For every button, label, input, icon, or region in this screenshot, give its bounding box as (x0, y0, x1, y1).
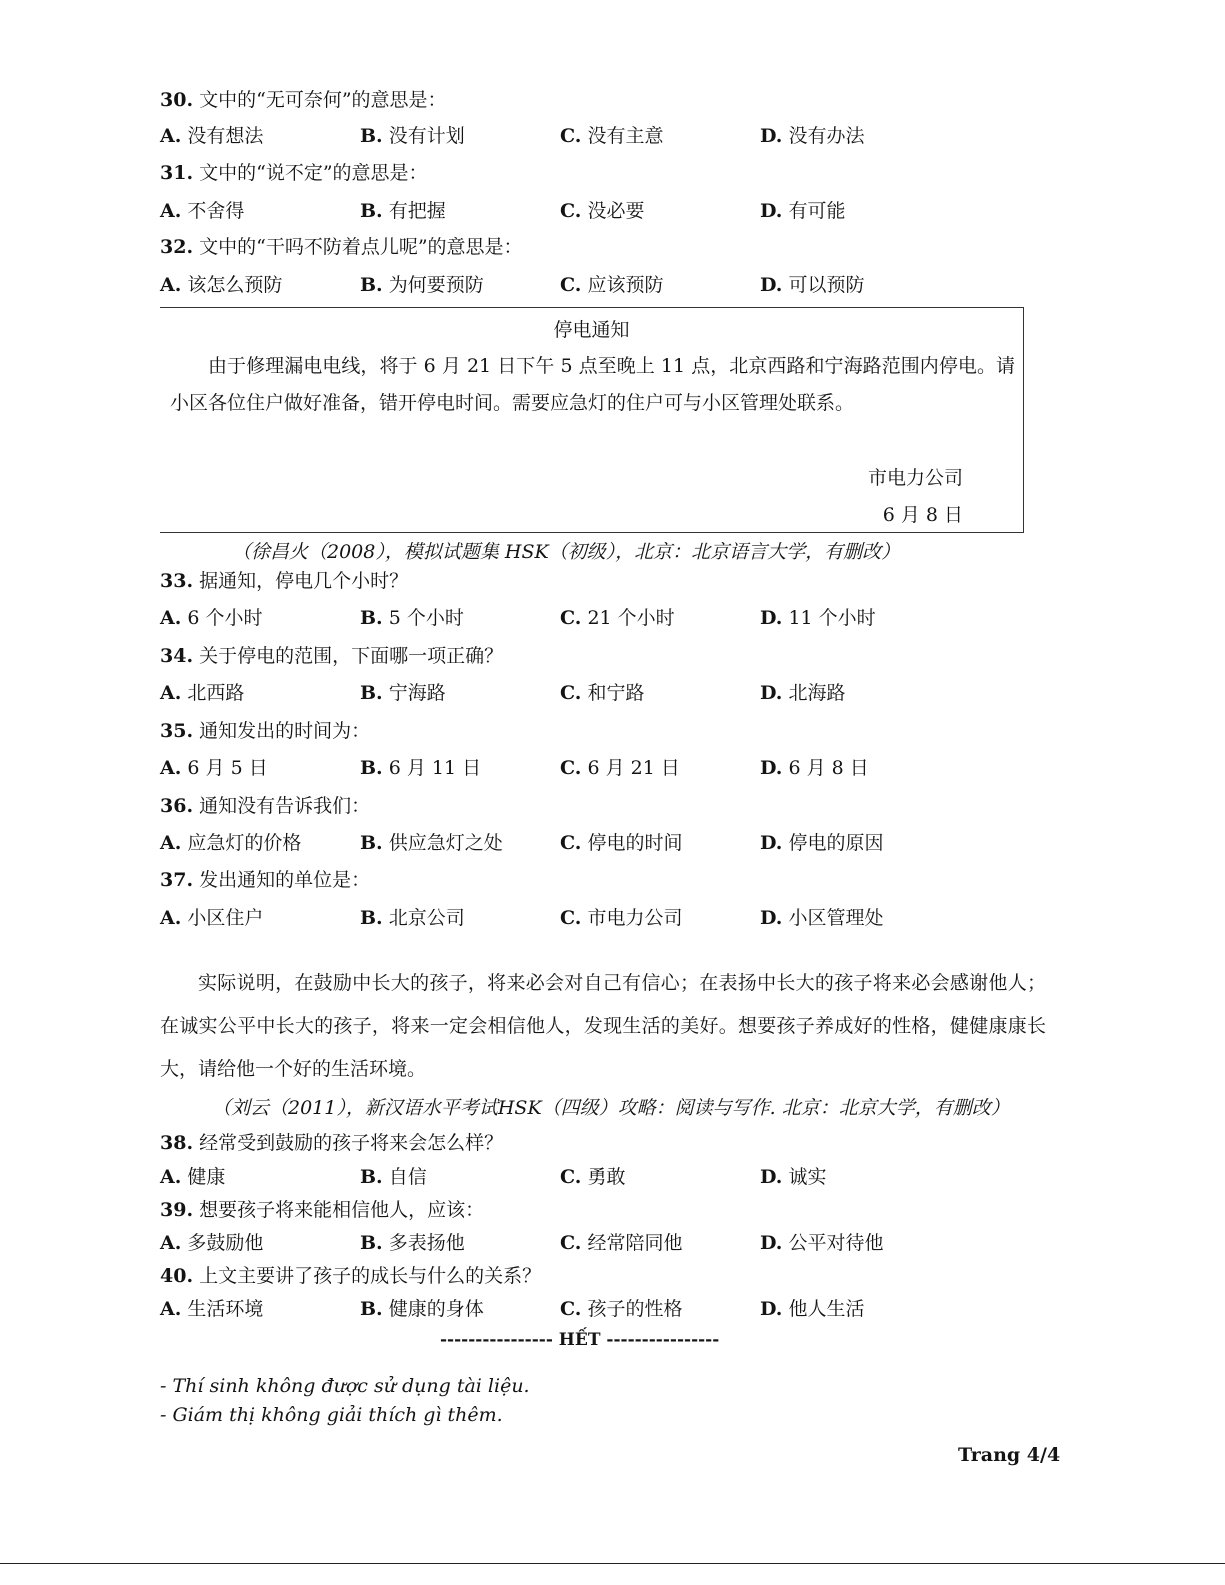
option-d: D. 北海路 (760, 682, 846, 704)
question-text: 想要孩子将来能相信他人，应该： (199, 1199, 485, 1221)
option-d: D. 11 个小时 (760, 607, 876, 629)
notice-signature: 市电力公司 (867, 467, 963, 489)
option-c: C. 孩子的性格 (560, 1298, 683, 1320)
option-d: D. 诚实 (760, 1166, 827, 1188)
option-c: C. 6 月 21 日 (560, 757, 680, 779)
question-number: 35. (160, 720, 194, 742)
option-b: B. 多表扬他 (360, 1232, 465, 1254)
option-b: B. 为何要预防 (360, 274, 484, 296)
option-a: A. 应急灯的价格 (160, 832, 302, 854)
question-40 (160, 1262, 541, 1290)
notice-date: 6 月 8 日 (882, 504, 963, 526)
power-outage-notice (160, 307, 1024, 533)
options-39 (160, 1229, 1060, 1259)
question-37 (160, 866, 370, 894)
option-d: D. 停电的原因 (760, 832, 884, 854)
option-c: C. 停电的时间 (560, 832, 683, 854)
question-number: 37. (160, 869, 194, 891)
option-a: A. 生活环境 (160, 1298, 264, 1320)
options-40 (160, 1295, 1060, 1325)
option-d: D. 他人生活 (760, 1298, 865, 1320)
option-a: A. 北西路 (160, 682, 245, 704)
page-number: Trang 4/4 (958, 1444, 1061, 1466)
option-d: D. 6 月 8 日 (760, 757, 869, 779)
option-c: C. 经常陪同他 (560, 1232, 683, 1254)
options-38 (160, 1163, 1060, 1193)
question-32 (160, 233, 523, 261)
option-b: B. 没有计划 (360, 125, 465, 147)
question-text: 关于停电的范围，下面哪一项正确？ (199, 645, 504, 667)
question-text: 文中的“干吗不防着点儿呢”的意思是： (199, 236, 523, 258)
notice-title: 停电通知 (553, 319, 630, 341)
option-c: C. 应该预防 (560, 274, 664, 296)
question-number: 30. (160, 89, 194, 111)
option-b: B. 有把握 (360, 200, 446, 222)
option-a: A. 小区住户 (160, 907, 264, 929)
question-34 (160, 642, 503, 670)
options-36 (160, 829, 1060, 859)
question-35 (160, 717, 370, 745)
option-a: A. 多鼓励他 (160, 1232, 264, 1254)
notice-body: 由于修理漏电电线，将于 6 月 21 日下午 5 点至晚上 11 点，北京西路和宁海路范围内停电。请小区各位住户做好准备，错开停电时间。需要应急灯的住户可与小区管理处联系。 (170, 355, 1015, 414)
options-35 (160, 754, 1060, 784)
options-33 (160, 604, 1060, 634)
option-b: B. 5 个小时 (360, 607, 464, 629)
options-32 (160, 271, 1060, 301)
option-b: B. 健康的身体 (360, 1298, 484, 1320)
option-a: A. 6 月 5 日 (160, 757, 268, 779)
question-33 (160, 567, 408, 595)
question-36 (160, 792, 370, 820)
reading-passage: 实际说明，在鼓励中长大的孩子，将来必会对自己有信心；在表扬中长大的孩子将来必会感谢他人；在诚实公平中长大的孩子，将来一定会相信他人，发现生活的美好。想要孩子养成好的性格，健健康康长大，请给他一个好的生活环境。 (160, 972, 1046, 1080)
question-number: 34. (160, 645, 194, 667)
question-text: 通知发出的时间为： (199, 720, 371, 742)
option-d: D. 公平对待他 (760, 1232, 884, 1254)
note-line: - Thí sinh không được sử dụng tài liệu. (160, 1375, 530, 1397)
source-citation-1: （徐昌火（2008），模拟试题集 HSK（初级），北京：北京语言大学，有删改） (232, 541, 901, 563)
option-a: A. 没有想法 (160, 125, 264, 147)
note-line: - Giám thị không giải thích gì thêm. (160, 1404, 503, 1426)
option-d: D. 可以预防 (760, 274, 865, 296)
options-31 (160, 197, 1060, 227)
question-number: 40. (160, 1265, 194, 1287)
question-text: 经常受到鼓励的孩子将来会怎么样？ (199, 1132, 504, 1154)
question-number: 32. (160, 236, 194, 258)
option-c: C. 勇敢 (560, 1166, 626, 1188)
option-b: B. 供应急灯之处 (360, 832, 503, 854)
option-c: C. 和宁路 (560, 682, 645, 704)
question-text: 据通知，停电几个小时？ (199, 570, 409, 592)
end-marker: ---------------- HẾT ---------------- (440, 1330, 720, 1350)
option-a: A. 该怎么预防 (160, 274, 283, 296)
question-30 (160, 86, 447, 114)
question-number: 33. (160, 570, 194, 592)
source-citation-2: （刘云（2011），新汉语水平考试HSK（四级）攻略：阅读与写作. 北京：北京大学，有删改） (212, 1097, 1010, 1119)
option-c: C. 21 个小时 (560, 607, 675, 629)
option-b: B. 宁海路 (360, 682, 446, 704)
exam-notes (160, 1372, 530, 1430)
option-b: B. 自信 (360, 1166, 427, 1188)
option-d: D. 小区管理处 (760, 907, 884, 929)
option-c: C. 没有主意 (560, 125, 664, 147)
question-31 (160, 159, 428, 187)
option-b: B. 北京公司 (360, 907, 465, 929)
question-number: 36. (160, 795, 194, 817)
question-number: 39. (160, 1199, 194, 1221)
option-a: A. 不舍得 (160, 200, 245, 222)
question-39 (160, 1196, 484, 1224)
bottom-divider (0, 1563, 1225, 1564)
options-30 (160, 122, 1060, 152)
question-number: 31. (160, 162, 194, 184)
question-38 (160, 1129, 503, 1157)
question-text: 上文主要讲了孩子的成长与什么的关系？ (199, 1265, 542, 1287)
question-text: 文中的“无可奈何”的意思是： (199, 89, 447, 111)
question-text: 通知没有告诉我们： (199, 795, 371, 817)
options-34 (160, 679, 1060, 709)
option-c: C. 没必要 (560, 200, 645, 222)
option-d: D. 有可能 (760, 200, 846, 222)
question-text: 发出通知的单位是： (199, 869, 371, 891)
option-c: C. 市电力公司 (560, 907, 683, 929)
options-37 (160, 904, 1060, 934)
question-text: 文中的“说不定”的意思是： (199, 162, 428, 184)
option-b: B. 6 月 11 日 (360, 757, 482, 779)
question-number: 38. (160, 1132, 194, 1154)
option-a: A. 健康 (160, 1166, 226, 1188)
option-a: A. 6 个小时 (160, 607, 263, 629)
option-d: D. 没有办法 (760, 125, 865, 147)
